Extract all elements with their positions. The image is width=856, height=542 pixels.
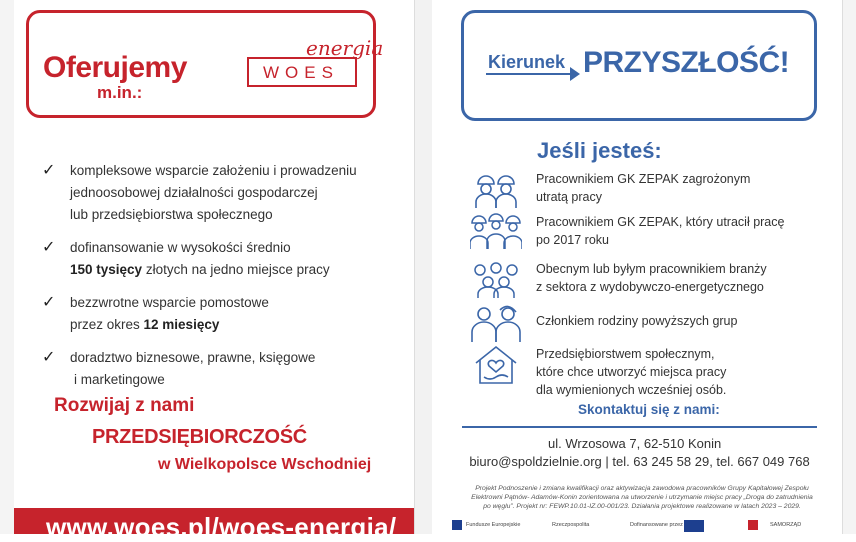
project-note: [456, 484, 828, 511]
social-enterprise-house-icon: [470, 345, 522, 385]
list-item-text: przez okres: [70, 317, 144, 332]
people-group-icon: [470, 260, 522, 300]
workers-group-icon: [470, 213, 522, 253]
list-item-line: i marketingowe: [74, 372, 165, 387]
list-item-line: doradztwo biznesowe, prawne, księgowe: [70, 350, 316, 365]
logo-rp: Rzeczpospolita: [552, 522, 590, 528]
family-icon: [470, 304, 522, 344]
logo-cofinanced: Dofinansowane przez: [630, 522, 683, 528]
checkmark-icon: ✓: [42, 294, 56, 311]
target-groups-heading: Jeśli jesteś:: [537, 138, 662, 163]
list-item-text: złotych na jedno miejsce pracy: [142, 262, 330, 277]
list-item: [42, 292, 390, 336]
target-group-text: [536, 260, 826, 296]
target-group-line: Członkiem rodziny powyższych grup: [536, 314, 738, 328]
target-group-line: utratą pracy: [536, 190, 603, 204]
list-item-line: bezzwrotne wsparcie pomostowe: [70, 295, 269, 310]
funding-logos-strip: [452, 520, 827, 534]
list-item: [42, 237, 390, 281]
contact-address: ul. Wrzosowa 7, 62-510 Konin: [548, 436, 722, 451]
project-note-line: po węglu”. Projekt nr: FEWP.10.01-IZ.00-001/23. Działania projektowe realizowane w latach 2023 – 2029.: [483, 503, 801, 510]
target-group-line: z sektora z wydobywczo-energetycznego: [536, 280, 764, 294]
funding-amount: 150 tysięcy: [70, 262, 143, 277]
target-group-text: [536, 213, 826, 249]
list-item-line: lub przedsiębiorstwa społecznego: [70, 207, 273, 222]
list-item-line: jednoosobowej działalności gospodarczej: [70, 185, 318, 200]
list-item-line: dofinansowanie w wysokości średnio: [70, 240, 291, 255]
offer-subtitle: m.in.:: [97, 83, 143, 102]
eu-funds-mark-icon: [452, 520, 462, 530]
logo-samorzad: SAMORZĄD: [770, 522, 802, 528]
support-duration: 12 miesięcy: [143, 317, 220, 332]
target-group-line: Pracownikiem GK ZEPAK, który utracił pracę: [536, 215, 785, 229]
brand-arrow-line: [486, 73, 576, 75]
checkmark-icon: ✓: [42, 239, 56, 256]
energia-logo-script: energia: [306, 36, 384, 60]
target-group-text: [536, 312, 826, 330]
list-item-line: [70, 259, 390, 281]
target-group-line: Obecnym lub byłym pracownikiem branży: [536, 262, 767, 276]
eu-flag-icon: [684, 520, 704, 532]
target-group-line: po 2017 roku: [536, 233, 609, 247]
contact-divider: [462, 426, 817, 428]
logo-eu-funds: Fundusze Europejskie: [466, 522, 521, 528]
cta-line-1: Rozwijaj z nami: [54, 395, 195, 416]
target-group-line: dla wymienionych wcześniej osób.: [536, 383, 727, 397]
target-group-text: [536, 170, 826, 206]
fold-strip-right: [842, 0, 856, 534]
brand-big-text: PRZYSZŁOŚĆ!: [583, 46, 790, 79]
fold-strip-left: [0, 0, 15, 534]
list-item: [42, 160, 390, 226]
offer-title: Oferujemy: [43, 51, 187, 84]
offer-list: [42, 160, 390, 402]
brand-small-text: Kierunek: [488, 52, 566, 72]
woes-logo: [247, 57, 357, 87]
project-note-line: Projekt Podnoszenie i zmiana kwalifikacji oraz aktywizacja zawodowa pracowników Grupy Kapitałowej Zespołu: [475, 485, 809, 492]
list-item-line: kompleksowe wsparcie założeniu i prowadzeniu: [70, 163, 357, 178]
website-link[interactable]: www.woes.pl/woes-energia/: [46, 512, 397, 542]
checkmark-icon: ✓: [42, 349, 56, 366]
cta-line-2: PRZEDSIĘBIORCZOŚĆ: [92, 426, 307, 448]
target-group-line: Przedsiębiorstwem społecznym,: [536, 347, 715, 361]
region-crest-icon: [748, 520, 758, 530]
target-group-text: [536, 345, 826, 399]
project-note-line: Elektrowni Pątnów- Adamów-Konin zorientowana na utworzenie i utrzymanie miejsc pracy „Droga do zatrudnienia: [471, 494, 813, 501]
worker-icon: [470, 170, 522, 210]
cta-line-3: w Wielkopolsce Wschodniej: [158, 456, 372, 473]
fold-strip-middle: [414, 0, 434, 534]
list-item-line: [70, 314, 390, 336]
offer-header-box: [26, 10, 376, 118]
contact-email-phone[interactable]: biuro@spoldzielnie.org | tel. 63 245 58 29, tel. 667 049 768: [469, 454, 810, 469]
target-group-line: które chce utworzyć miejsca pracy: [536, 365, 727, 379]
target-group-line: Pracownikiem GK ZEPAK zagrożonym: [536, 172, 751, 186]
list-item: [42, 347, 390, 391]
woes-logo-text: WOES: [263, 63, 339, 82]
contact-heading: Skontaktuj się z nami:: [578, 402, 720, 417]
checkmark-icon: ✓: [42, 162, 56, 179]
arrow-right-icon: [570, 67, 580, 81]
